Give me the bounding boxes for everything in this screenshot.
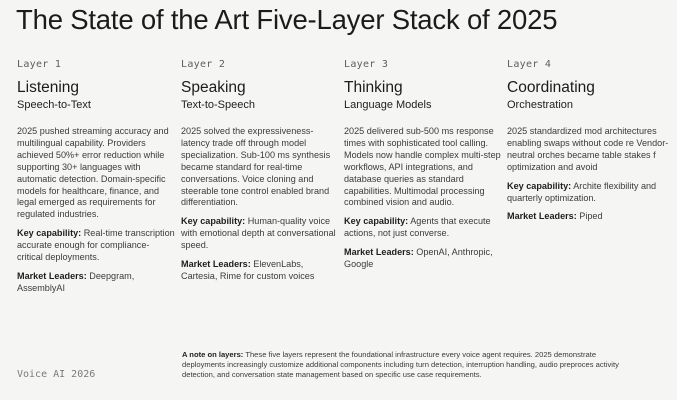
key-capability [344,216,502,240]
key-capability-label: Key capability: [17,228,82,239]
key-capability-text: Human-quality voice with emotional depth at conversational speed. [181,216,336,251]
key-capability-label: Key capability: [507,180,572,191]
market-leaders [17,271,175,295]
market-leaders-text: ElevenLabs, Cartesia, Rime for custom voices [181,259,315,281]
key-capability-text: Real-time transcription accurate enough for compliance-critical deployments. [17,228,175,263]
layer-description: 2025 delivered sub-500 ms response times with sophisticated tool calling. Models now handle complex multi-step workflows, API integrations, and database queries as standard capabilities. Multimodal processing combined vision and audio. [344,126,501,208]
layers-note [182,350,622,381]
layer-1-column [17,56,175,295]
brand-footer: Voice AI 2026 [17,369,96,380]
note-text: These five layers represent the foundational infrastructure every voice agent requires. 2025 demonstrate deployments increasingly customize additional components including turn detection, interruption handling, audio preproces activity detection, and conversation state management based on specific use case requirements. [182,350,619,380]
layer-3-column [344,56,502,271]
key-capability-label: Key capability: [344,216,409,227]
key-capability [181,216,339,252]
market-leaders-label: Market Leaders: [344,247,414,258]
layer-tag: Layer 2 [181,59,226,70]
key-capability-text: Agents that execute actions, not just converse. [344,216,491,239]
layer-name: Thinking [344,79,403,96]
layer-name: Listening [17,79,80,96]
layer-description: 2025 standardized mod architectures enabling swaps without code re Vendor-neutral orches became table stakes f optimization and avoid [507,126,669,172]
layer-description: 2025 solved the expressiveness-latency trade off through model specialization. Sub-100 ms synthesis became standard for real-time conversations. Voice cloning and steerable tone control enabled brand differentiation. [181,126,331,208]
layer-tag: Layer 1 [17,59,62,70]
key-capability-text: Archite flexibility and quarterly optimization. [507,180,657,203]
market-leaders [344,247,502,271]
market-leaders-text: Deepgram, AssemblyAI [17,270,135,293]
market-leaders [507,211,677,223]
layer-subtitle: Language Models [344,99,432,111]
market-leaders-text: Piped [579,211,603,222]
layer-name: Speaking [181,79,246,96]
layer-tag: Layer 4 [507,59,552,70]
layer-tag: Layer 3 [344,59,389,70]
market-leaders-label: Market Leaders: [181,259,251,270]
market-leaders [181,259,339,283]
layer-4-column [507,56,677,223]
key-capability [17,228,175,264]
key-capability [507,181,677,205]
key-capability-label: Key capability: [181,216,246,227]
layer-subtitle: Speech-to-Text [17,99,91,111]
note-label: A note on layers: [182,350,244,359]
layer-subtitle: Orchestration [507,99,574,111]
layer-description: 2025 pushed streaming accuracy and multilingual capability. Providers achieved 50%+ error reduction while supporting 30+ languages with automatic detection. Domain-specific models for healthcare, finance, and legal emerged as requirements for regulated industries. [17,126,169,220]
market-leaders-label: Market Leaders: [17,270,87,281]
market-leaders-label: Market Leaders: [507,211,577,222]
layer-2-column [181,56,339,283]
page-title: The State of the Art Five-Layer Stack of 2025 [16,4,558,35]
layer-name: Coordinating [507,79,595,96]
layer-subtitle: Text-to-Speech [181,99,255,111]
market-leaders-text: OpenAI, Anthropic, Google [344,247,493,270]
